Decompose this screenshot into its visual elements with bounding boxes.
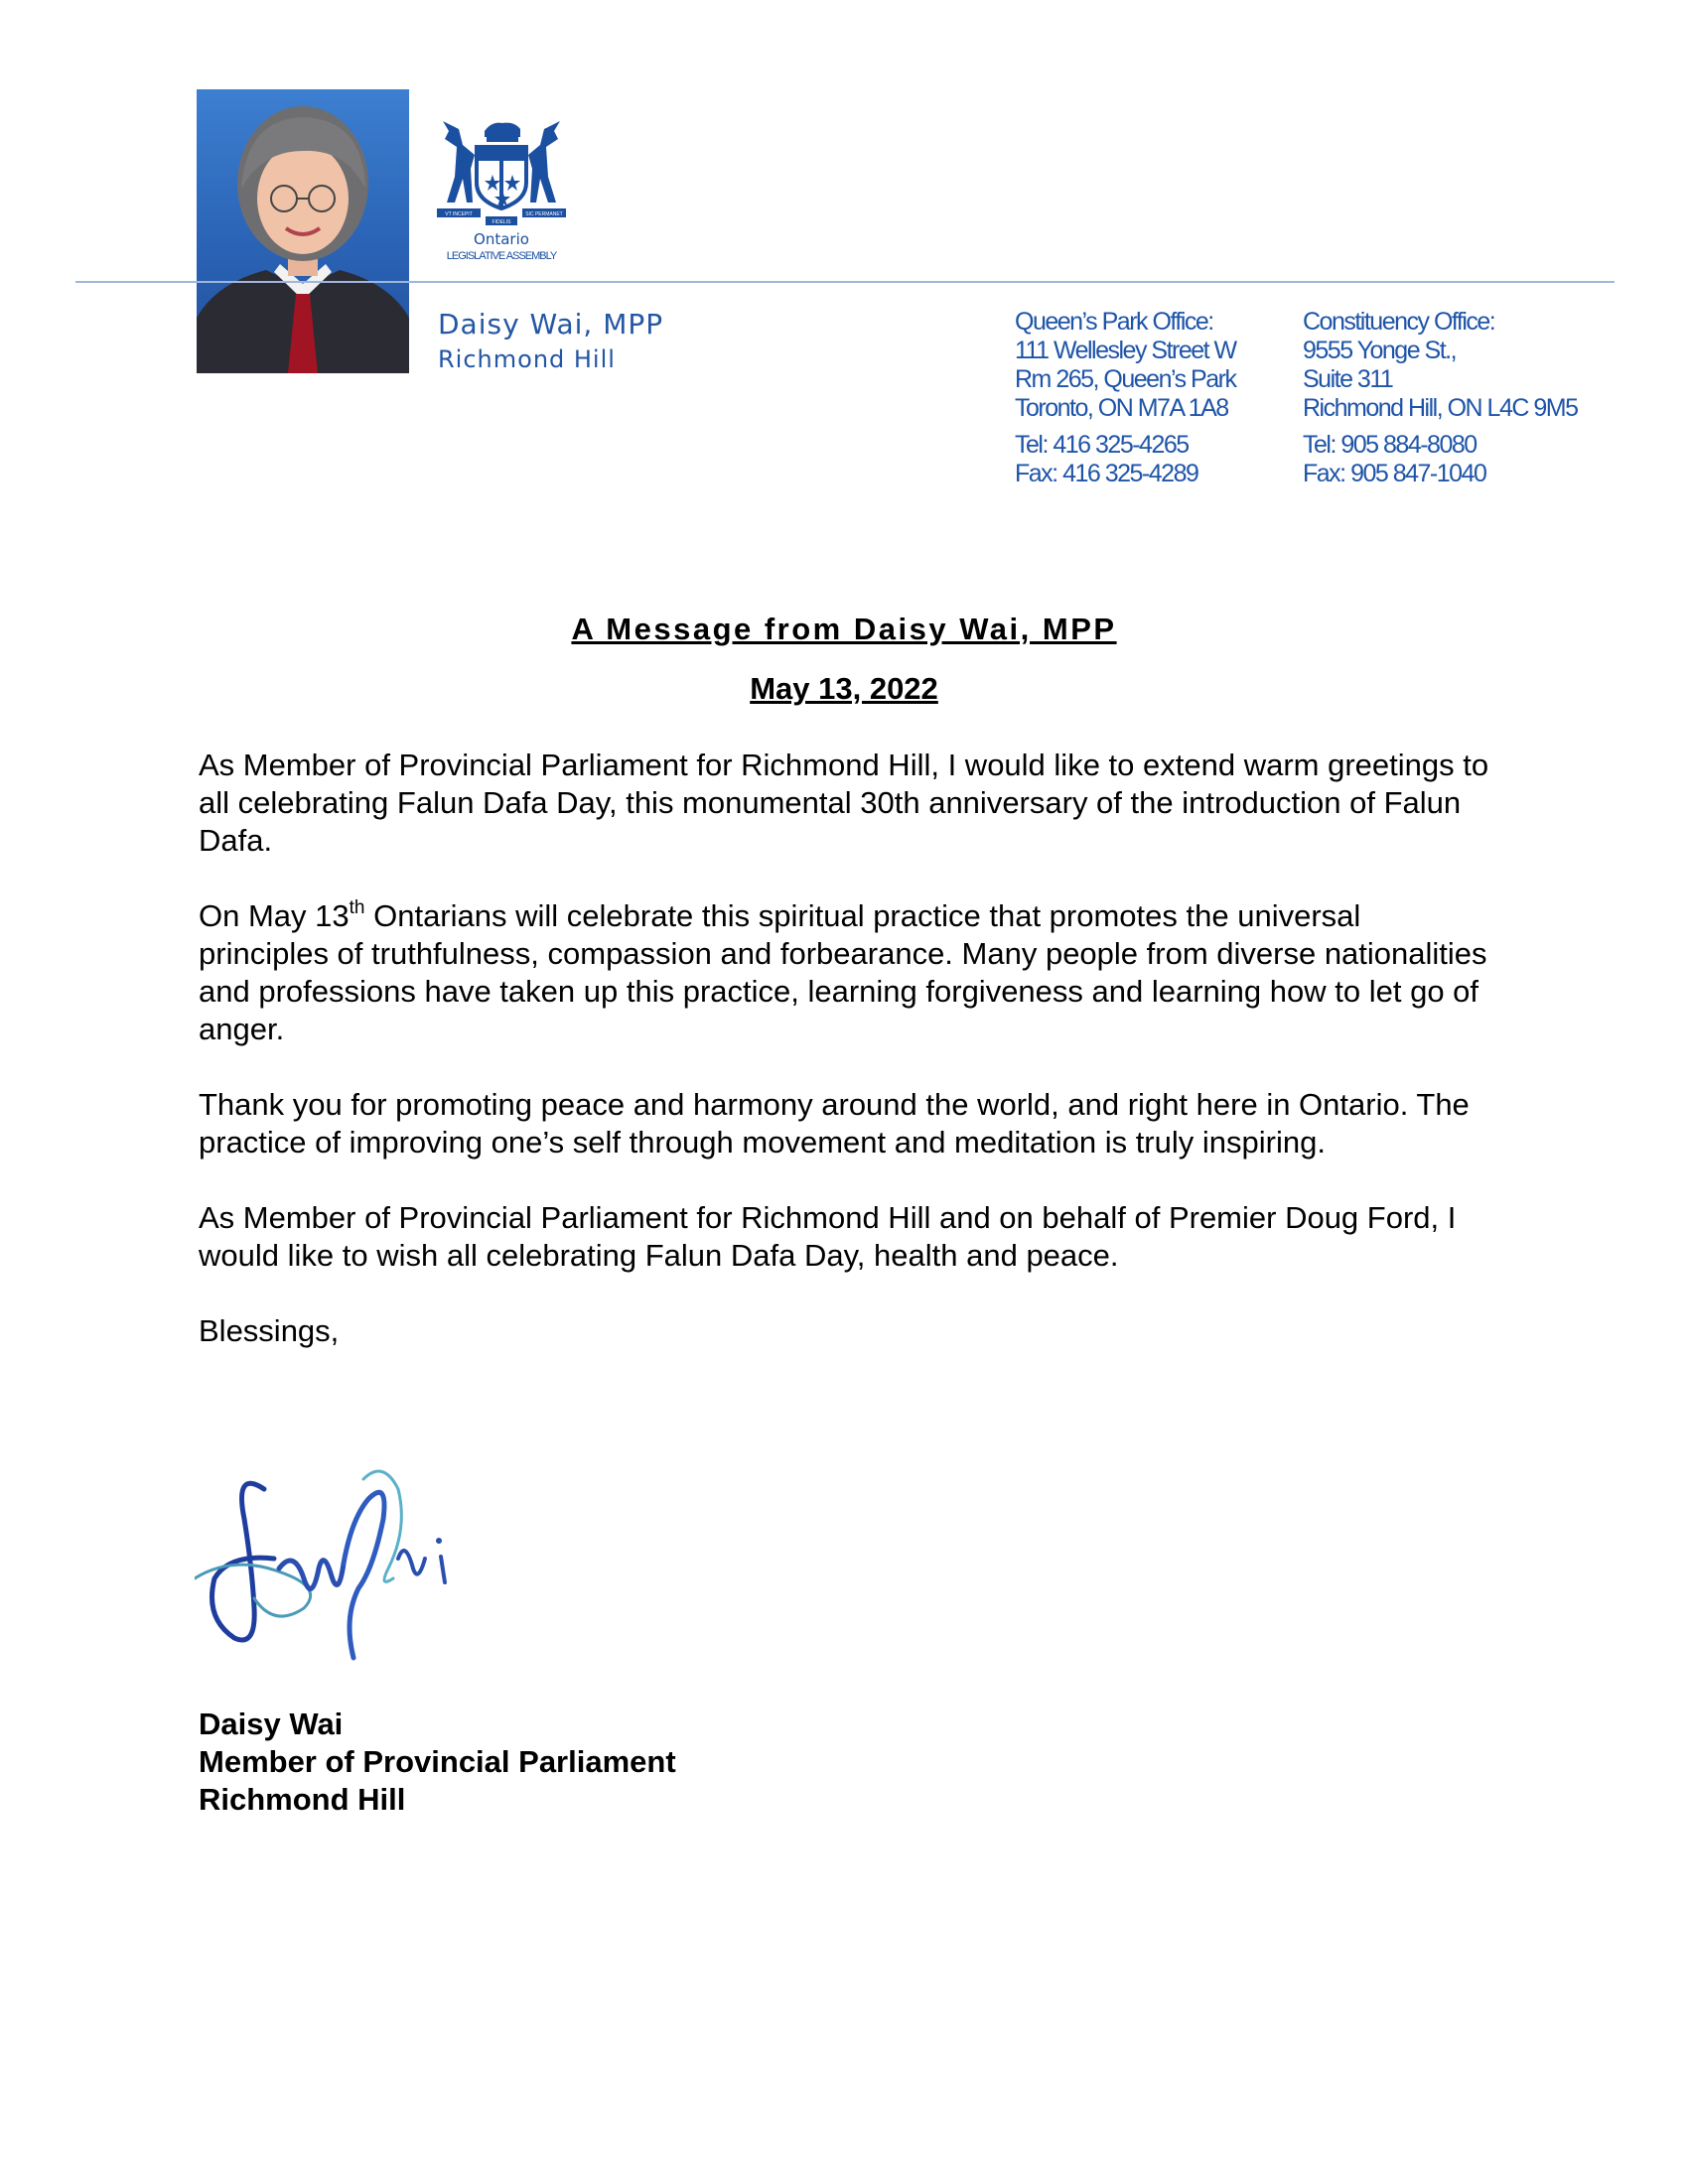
mpp-name: Daisy Wai, MPP: [438, 308, 664, 341]
constituency-address-line1: 9555 Yonge St.,: [1303, 337, 1457, 364]
letter-date: May 13, 2022: [750, 671, 938, 706]
paragraph-greeting: As Member of Provincial Parliament for Richmond Hill, I would like to extend warm greetings to all celebrating Falun Dafa Day, this monumental 30th anniversary of the introduction of Falun Dafa.: [199, 748, 1489, 858]
signatory-title: Member of Provincial Parliament: [199, 1744, 676, 1779]
queens-park-office: [1015, 308, 1236, 488]
constituency-fax: Fax: 905 847-1040: [1303, 460, 1486, 487]
queens-park-address-line3: Toronto, ON M7A 1A8: [1015, 394, 1228, 422]
paragraph-thanks: Thank you for promoting peace and harmony around the world, and right here in Ontario. The practice of improving one’s self through movement and meditation is truly inspiring.: [199, 1087, 1470, 1160]
crest-motto-right: SIC PERMANET: [525, 211, 563, 217]
paragraph-practice: [199, 897, 1489, 1048]
crest-motto-left: VT INCEPIT: [445, 211, 473, 217]
letter-body: [199, 747, 1489, 1388]
constituency-office: [1303, 308, 1578, 488]
portrait-illustration: [197, 89, 409, 373]
queens-park-heading: Queen’s Park Office:: [1015, 308, 1213, 336]
queens-park-address-line2: Rm 265, Queen’s Park: [1015, 365, 1236, 393]
constituency-heading: Constituency Office:: [1303, 308, 1495, 336]
signatory-name: Daisy Wai: [199, 1706, 344, 1741]
letter-title: A Message from Daisy Wai, MPP: [571, 612, 1117, 646]
queens-park-tel: Tel: 416 325-4265: [1015, 431, 1189, 459]
crest-label: Ontario: [474, 230, 529, 248]
mpp-portrait: [197, 89, 409, 373]
mpp-riding: Richmond Hill: [438, 345, 616, 373]
header-divider: [75, 281, 1615, 283]
constituency-address-line2: Suite 311: [1303, 365, 1393, 393]
paragraph-wishes: As Member of Provincial Parliament for Richmond Hill and on behalf of Premier Doug Ford, I would like to wish all celebrating Falun Dafa Day, health and peace.: [199, 1200, 1457, 1273]
crest-motto-center: FIDELIS: [492, 219, 511, 225]
paragraph-practice-rest: Ontarians will celebrate this spiritual practice that promotes the universal principles of truthfulness, compassion and forbearance. Many people from diverse nationalities and professions have taken up this practice, learning forgiveness and learning how to let go of anger.: [199, 898, 1487, 1046]
closing: Blessings,: [199, 1313, 340, 1348]
signature-block: [199, 1706, 676, 1819]
constituency-tel: Tel: 905 884-8080: [1303, 431, 1477, 459]
ordinal-suffix: th: [349, 897, 365, 918]
queens-park-address-line1: 111 Wellesley Street W: [1015, 337, 1236, 364]
crest-sublabel: LEGISLATIVE ASSEMBLY: [446, 250, 557, 262]
constituency-address-line3: Richmond Hill, ON L4C 9M5: [1303, 394, 1578, 422]
signatory-riding: Richmond Hill: [199, 1782, 406, 1817]
paragraph-practice-start: On May 13: [199, 898, 350, 933]
handwritten-signature: [195, 1459, 483, 1668]
queens-park-fax: Fax: 416 325-4289: [1015, 460, 1198, 487]
